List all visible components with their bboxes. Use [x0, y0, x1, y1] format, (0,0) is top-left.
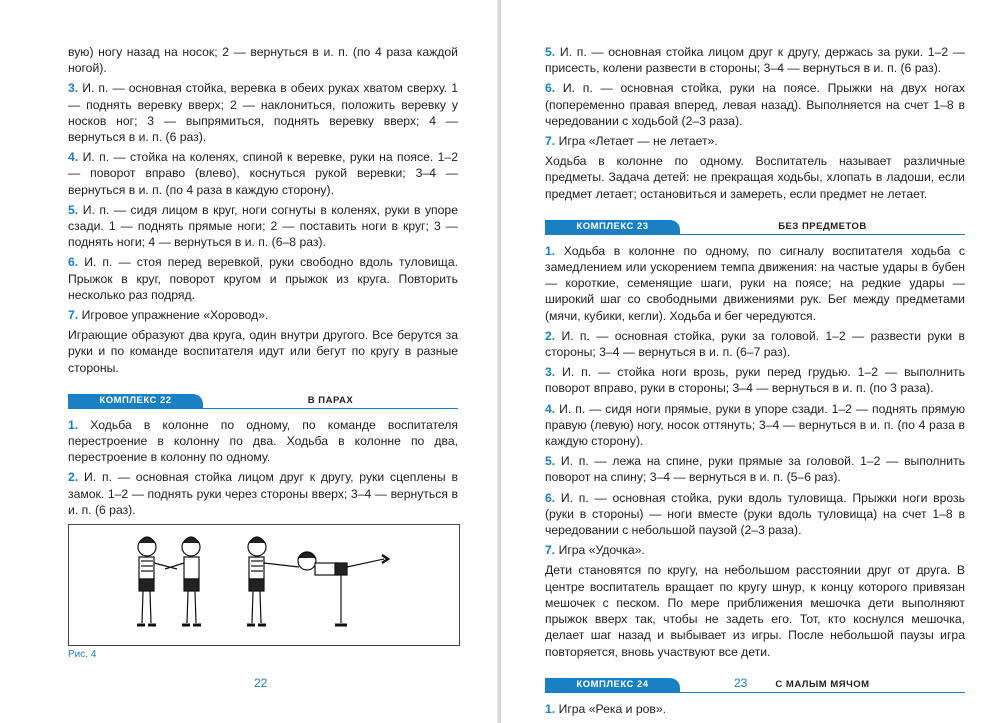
figure-illustration — [68, 524, 460, 646]
item-number: 7. — [545, 134, 556, 149]
complex-24-header — [545, 678, 965, 693]
numbered-paragraph — [545, 243, 965, 324]
page-number: 22 — [254, 676, 268, 690]
paragraph-text: Дети становятся по кругу, на небольшом расстоянии друг от друга. В центре воспитатель вращает по кругу шнур, к концу которого привязан мешочек с песком. По мере приближения мешочка дети выполняют прыжок вверх так, чтобы не задеть его. Тот, кто коснулся мешочка, делает шаг назад и выбывает из игры. После небольшой паузы игра повторяется, вновь участвуют все дети. — [545, 563, 965, 659]
item-number: 4. — [545, 401, 556, 416]
numbered-paragraph — [545, 542, 965, 558]
numbered-paragraph — [545, 453, 965, 485]
complex-24-paragraphs — [545, 701, 965, 717]
complex-tab: КОМПЛЕКС 22 — [68, 394, 203, 408]
complex-title: БЕЗ ПРЕДМЕТОВ — [778, 220, 867, 232]
paragraph-text: вую) ногу назад на носок; 2 — вернуться в и. п. (по 4 раза каждой ногой). — [68, 45, 458, 76]
numbered-paragraph — [68, 149, 458, 198]
text-paragraph — [545, 562, 965, 659]
paragraph-text: И. п. — стойка на коленях, спиной к веревке, руки на поясе. 1–2 — поворот вправо (влево), коснуться рукой веревки; 3–4 — вернуться в и. п. (по 4 раза в каждую сторону). — [68, 150, 459, 197]
complex-22-header — [68, 394, 458, 409]
item-number: 7. — [545, 543, 556, 558]
left-paragraphs — [68, 44, 458, 376]
item-number: 6. — [68, 255, 79, 270]
paragraph-text: Игра «Летает — не летает». — [558, 134, 718, 149]
page-number: 23 — [734, 676, 748, 690]
complex-23-header — [545, 220, 965, 235]
item-number: 5. — [545, 45, 556, 59]
item-number: 7. — [68, 308, 79, 323]
paragraph-text: Ходьба в колонне по одному, по сигналу воспитателя ходьба с замедлением или ускорением темпа движения: на частые удары в бубен — короткие, семенящие шаги, руки на поясе; на редкие удары — широкий шаг со свободными движениями рук. Бег между предметами (мячи, кубики, кегли). Ходьба и бег чередуются. — [545, 243, 965, 323]
paragraph-text: И. п. — основная стойка, веревка в обеих руках хватом сверху. 1 — поднять веревку вверх; 2 — наклониться, положить веревку у носков ног; 3 — выпрямиться, поднять веревку вверх; 4 — вернуться в и. п. (6 раз). — [68, 81, 459, 145]
paragraph-text: И. п. — сидя ноги прямые, руки в упоре сзади. 1–2 — поднять прямую правую (левую) ногу, носок оттянуть; 3–4 — вернуться в и. п. (по 4 раза в каждую сторону). — [545, 401, 966, 449]
text-paragraph — [68, 44, 458, 76]
item-number: 6. — [545, 81, 556, 96]
paragraph-text: Игра «Удочка». — [558, 543, 645, 558]
item-number: 5. — [545, 454, 556, 469]
right-page — [501, 0, 1000, 723]
item-number: 1. — [545, 701, 556, 716]
paragraph-text: И. п. — основная стойка, руки вдоль туловища. Прыжки ноги врозь (руки в стороны) — ноги вместе (руки вдоль туловища) на счет 1–8 в чередовании с небольшой паузой (2–3 раза). — [545, 490, 965, 538]
item-number: 4. — [68, 150, 79, 165]
item-number: 3. — [68, 81, 79, 96]
complex-tab: КОМПЛЕКС 23 — [545, 220, 680, 234]
paragraph-text: И. п. — стойка ноги врозь, руки перед грудью. 1–2 — выполнить поворот вправо, руки в стороны; 3–4 — вернуться в и. п. (по 3 раза). — [545, 365, 965, 396]
paragraph-text: И. п. — сидя лицом в круг, ноги согнуты в коленях, руки в упоре сзади. 1 — поднять прямые ноги; 2 — поставить ноги в круг; 3 — поднять ноги; 4 — вернуться в и. п. (6–8 раз). — [68, 202, 458, 250]
paragraph-text: Ходьба в колонне по одному. Воспитатель называет различные предметы. Задача детей: не прекращая ходьбы, хлопать в ладоши, если предмет летает; остановиться и замереть, если предмет не летает. — [545, 154, 965, 201]
numbered-paragraph — [68, 202, 458, 251]
numbered-paragraph — [545, 44, 965, 76]
item-number: 2. — [68, 470, 79, 485]
item-number: 1. — [68, 417, 79, 432]
numbered-paragraph — [545, 701, 965, 717]
item-number: 6. — [545, 490, 556, 505]
item-number: 2. — [545, 328, 556, 343]
item-number: 1. — [545, 243, 556, 258]
numbered-paragraph — [545, 490, 965, 539]
complex-title: В ПАРАХ — [307, 394, 354, 406]
numbered-paragraph — [68, 254, 458, 303]
paragraph-text: И. п. — основная стойка, руки на поясе. Прыжки на двух ногах (попеременно правая вперед, левая назад). Выполняется на счет 1–8 в чередовании с ходьбой (2–3 раза). — [545, 81, 966, 128]
complex-tab: КОМПЛЕКС 24 — [545, 678, 680, 692]
item-number: 3. — [545, 365, 556, 380]
numbered-paragraph — [68, 417, 458, 466]
paragraph-text: Игра «Река и ров». — [558, 701, 667, 716]
left-page — [0, 0, 499, 723]
numbered-paragraph — [545, 364, 965, 396]
complex-title: С МАЛЫМ МЯЧОМ — [775, 678, 870, 690]
right-paragraphs — [545, 44, 965, 202]
text-paragraph — [545, 153, 965, 202]
item-number: 5. — [68, 202, 79, 217]
complex-23-paragraphs — [545, 243, 965, 660]
numbered-paragraph — [545, 401, 965, 450]
text-paragraph — [68, 327, 458, 376]
paragraph-text: И. п. — основная стойка лицом друг к другу, держась за руки. 1–2 — присесть, колени развести в стороны; 3–4 — вернуться в и. п. (6 раз). — [545, 45, 965, 76]
numbered-paragraph — [68, 469, 458, 518]
numbered-paragraph — [545, 328, 965, 360]
paragraph-text: И. п. — основная стойка лицом друг к другу, руки сцеплены в замок. 1–2 — поднять руки через стороны вверх; 3–4 — вернуться в и. п. (6 раз). — [68, 470, 458, 517]
children-exercise-illustration — [69, 525, 459, 645]
paragraph-text: И. п. — основная стойка, руки за головой. 1–2 — развести руки в стороны; 3–4 — вернуться в и. п. (6–7 раз). — [545, 328, 966, 360]
paragraph-text: Ходьба в колонне по одному, по команде воспитателя перестроение в колонну по два. Ходьба в колонне по два, перестроение в колонну по одному. — [68, 417, 458, 465]
numbered-paragraph — [68, 307, 458, 323]
numbered-paragraph — [68, 80, 458, 145]
numbered-paragraph — [545, 133, 965, 149]
right-text-column — [545, 44, 965, 721]
paragraph-text: Игровое упражнение «Хоровод». — [81, 308, 269, 323]
paragraph-text: Играющие образуют два круга, один внутри другого. Все берутся за руки и по команде воспитателя идут или бегут по кругу в разные стороны. — [68, 328, 458, 375]
figure-caption: Рис. 4 — [68, 649, 97, 660]
paragraph-text: И. п. — лежа на спине, руки прямые за головой. 1–2 — выполнить поворот на спину; 3–4 — вернуться в и. п. (5–6 раз). — [545, 454, 965, 485]
numbered-paragraph — [545, 80, 965, 129]
paragraph-text: И. п. — стоя перед веревкой, руки свободно вдоль туловища. Прыжок в круг, поворот кругом и прыжок из круга. Повторить несколько раз подряд. — [68, 255, 458, 302]
